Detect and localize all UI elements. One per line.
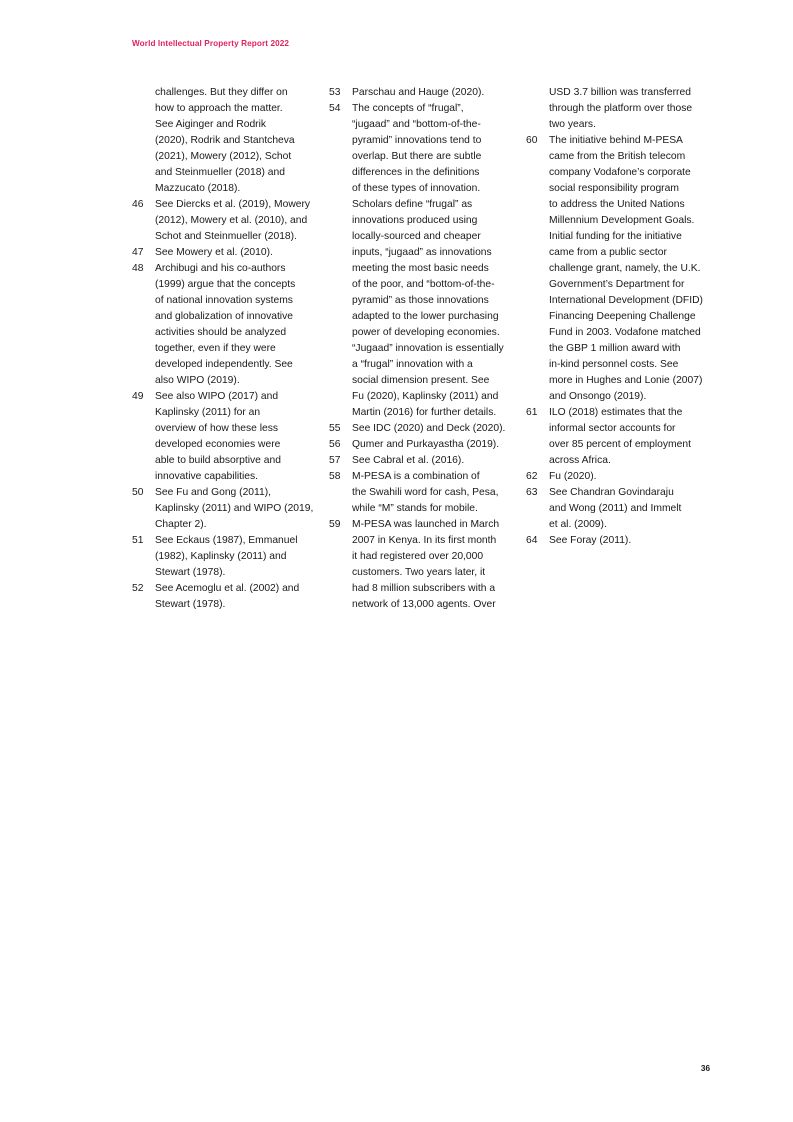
footnote-text: See Cabral et al. (2016). [352, 455, 465, 466]
footnote-text: The concepts of “frugal”, “jugaad” and “bottom-of-the- pyramid” innovations tend to overlap. But there are subtle differences in the definitions of these types of innovation. Scholars define “frugal” as innovations produced using locally-sourced and cheaper inputs, “jugaad” as innovations meeting the most basic needs of the poor, and “bottom-of-the- pyramid” as those innovations adapted to the lower purchasing power of developing economies. “Jugaad” innovation is essentially a “frugal” innovation with a social dimension present. See Fu (2020), Kaplinsky (2011) and Martin (2016) for further details. [352, 103, 504, 418]
footnote-text: See Diercks et al. (2019), Mowery (2012), Mowery et al. (2010), and Schot and Steinmueller (2018). [155, 199, 311, 242]
footnote-number: 62 [526, 471, 538, 482]
footnote [132, 197, 322, 245]
footnote-text: See Chandran Govindaraju and Wong (2011) and Immelt et al. (2009). [549, 487, 682, 530]
footnote [526, 469, 716, 485]
footnote-text: Parschau and Hauge (2020). [352, 87, 485, 98]
footnote-text: M-PESA was launched in March 2007 in Kenya. In its first month it had registered over 20,000 customers. Two years later, it had 8 million subscribers with a network of 13,000 agents. Over [352, 519, 500, 610]
footnote [132, 245, 322, 261]
footnote-number: 47 [132, 247, 144, 258]
footnote [526, 85, 716, 133]
footnote-number: 55 [329, 423, 341, 434]
footnote [132, 581, 322, 613]
footnote-text: Qumer and Purkayastha (2019). [352, 439, 500, 450]
footnote-text: challenges. But they differ on how to approach the matter. See Aiginger and Rodrik (2020), Rodrik and Stantcheva (2021), Mowery (2012), Schot and Steinmueller (2018) and Mazzucato (2018). [155, 87, 295, 194]
footnote [132, 533, 322, 581]
footnote-column-3 [526, 85, 716, 549]
footnote-text: USD 3.7 billion was transferred through the platform over those two years. [549, 87, 693, 130]
footnote-number: 61 [526, 407, 538, 418]
footnote [329, 517, 519, 613]
footnote [526, 533, 716, 549]
footnote-number: 50 [132, 487, 144, 498]
footnote [132, 485, 322, 533]
footnote-number: 58 [329, 471, 341, 482]
footnote [329, 85, 519, 101]
footnote-number: 51 [132, 535, 144, 546]
footnote-number: 59 [329, 519, 341, 530]
footnote-text: See IDC (2020) and Deck (2020). [352, 423, 506, 434]
footnote [329, 101, 519, 421]
footnote-number: 60 [526, 135, 538, 146]
footnote [526, 133, 716, 405]
footnote-number: 53 [329, 87, 341, 98]
footnote-column-2 [329, 85, 519, 613]
footnote-text: See Foray (2011). [549, 535, 632, 546]
footnote-text: Fu (2020). [549, 471, 597, 482]
footnote-text: See also WIPO (2017) and Kaplinsky (2011) for an overview of how these less developed economies were able to build absorptive and innovative capabilities. [155, 391, 281, 482]
footnote-number: 48 [132, 263, 144, 274]
footnote [526, 405, 716, 469]
footnote [132, 85, 322, 197]
footnote-number: 63 [526, 487, 538, 498]
footnote-number: 52 [132, 583, 144, 594]
page-number: 36 [700, 1064, 710, 1073]
running-header: World Intellectual Property Report 2022 [132, 39, 290, 48]
footnote-column-1 [132, 85, 322, 613]
footnote [329, 437, 519, 453]
footnote-text: See Acemoglu et al. (2002) and Stewart (1978). [155, 583, 300, 610]
footnote [329, 453, 519, 469]
footnote-text: Archibugi and his co-authors (1999) argue that the concepts of national innovation systems and globalization of innovative activities should be analyzed together, even if they were developed independently. See also WIPO (2019). [155, 263, 296, 386]
footnote-text: See Fu and Gong (2011), Kaplinsky (2011) and WIPO (2019, Chapter 2). [155, 487, 314, 530]
footnote-text: M-PESA is a combination of the Swahili word for cash, Pesa, while “M” stands for mobile. [352, 471, 499, 514]
footnote-number: 57 [329, 455, 341, 466]
footnote-number: 46 [132, 199, 144, 210]
footnote-number: 56 [329, 439, 341, 450]
footnote-number: 54 [329, 103, 341, 114]
footnote [329, 421, 519, 437]
footnote-number: 49 [132, 391, 144, 402]
footnote-text: The initiative behind M-PESA came from the British telecom company Vodafone’s corporate social responsibility program to address the United Nations Millennium Development Goals. Initial funding for the initiative came from a public sector challenge grant, namely, the U.K. Government’s Department for International Development (DFID) Financing Deepening Challenge Fund in 2003. Vodafone matched the GBP 1 million award with in-kind personnel costs. See more in Hughes and Lonie (2007) and Onsongo (2019). [549, 135, 703, 402]
footnote [329, 469, 519, 517]
footnote-number: 64 [526, 535, 538, 546]
footnote [132, 261, 322, 389]
footnote-text: See Eckaus (1987), Emmanuel (1982), Kaplinsky (2011) and Stewart (1978). [155, 535, 298, 578]
footnote [132, 389, 322, 485]
footnote-text: See Mowery et al. (2010). [155, 247, 273, 258]
footnote-text: ILO (2018) estimates that the informal sector accounts for over 85 percent of employment across Africa. [549, 407, 691, 466]
footnote [526, 485, 716, 533]
